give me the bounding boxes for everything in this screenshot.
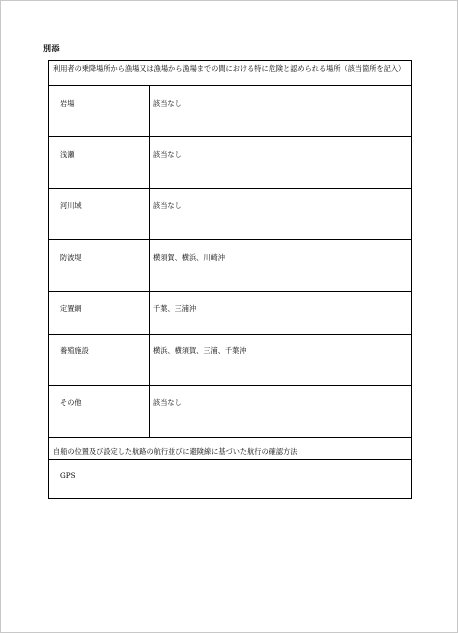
row-label-aquaculture: 養殖施設 <box>60 346 89 355</box>
navigation-check-header: 自船の位置及び設定した航路の航行並びに避険線に基づいた航行の確認方法 <box>53 447 298 456</box>
row-value-shallows: 該当なし <box>153 150 182 159</box>
row-value-other: 該当なし <box>153 398 182 407</box>
row-divider <box>49 136 411 137</box>
row-label-fixed-net: 定置網 <box>60 304 82 313</box>
row-value-fixed-net: 千葉、三浦沖 <box>153 304 197 313</box>
row-divider <box>49 85 411 86</box>
row-value-aquaculture: 横浜、横須賀、三浦、千葉沖 <box>153 346 247 355</box>
row-label-shallows: 浅瀬 <box>60 150 75 159</box>
document-title: 別添 <box>43 44 60 53</box>
row-value-river: 該当なし <box>153 201 182 210</box>
row-label-other: その他 <box>60 398 82 407</box>
hazard-table <box>48 60 412 499</box>
row-divider <box>49 437 411 438</box>
row-divider <box>49 385 411 386</box>
row-label-breakwater: 防波堤 <box>60 253 82 262</box>
row-divider <box>49 334 411 335</box>
row-divider <box>49 459 411 460</box>
row-divider <box>49 239 411 240</box>
row-divider <box>49 188 411 189</box>
row-value-rocks: 該当なし <box>153 99 182 108</box>
row-divider <box>49 291 411 292</box>
table-header: 利用者の乗降場所から漁場又は漁場から漁場までの間における特に危険と認められる場所（該当箇所を記入） <box>53 64 406 73</box>
row-label-rocks: 岩場 <box>60 99 75 108</box>
navigation-check-value: GPS <box>60 471 76 480</box>
row-label-river: 河川域 <box>60 201 82 210</box>
row-value-breakwater: 横須賀、横浜、川崎沖 <box>153 253 225 262</box>
